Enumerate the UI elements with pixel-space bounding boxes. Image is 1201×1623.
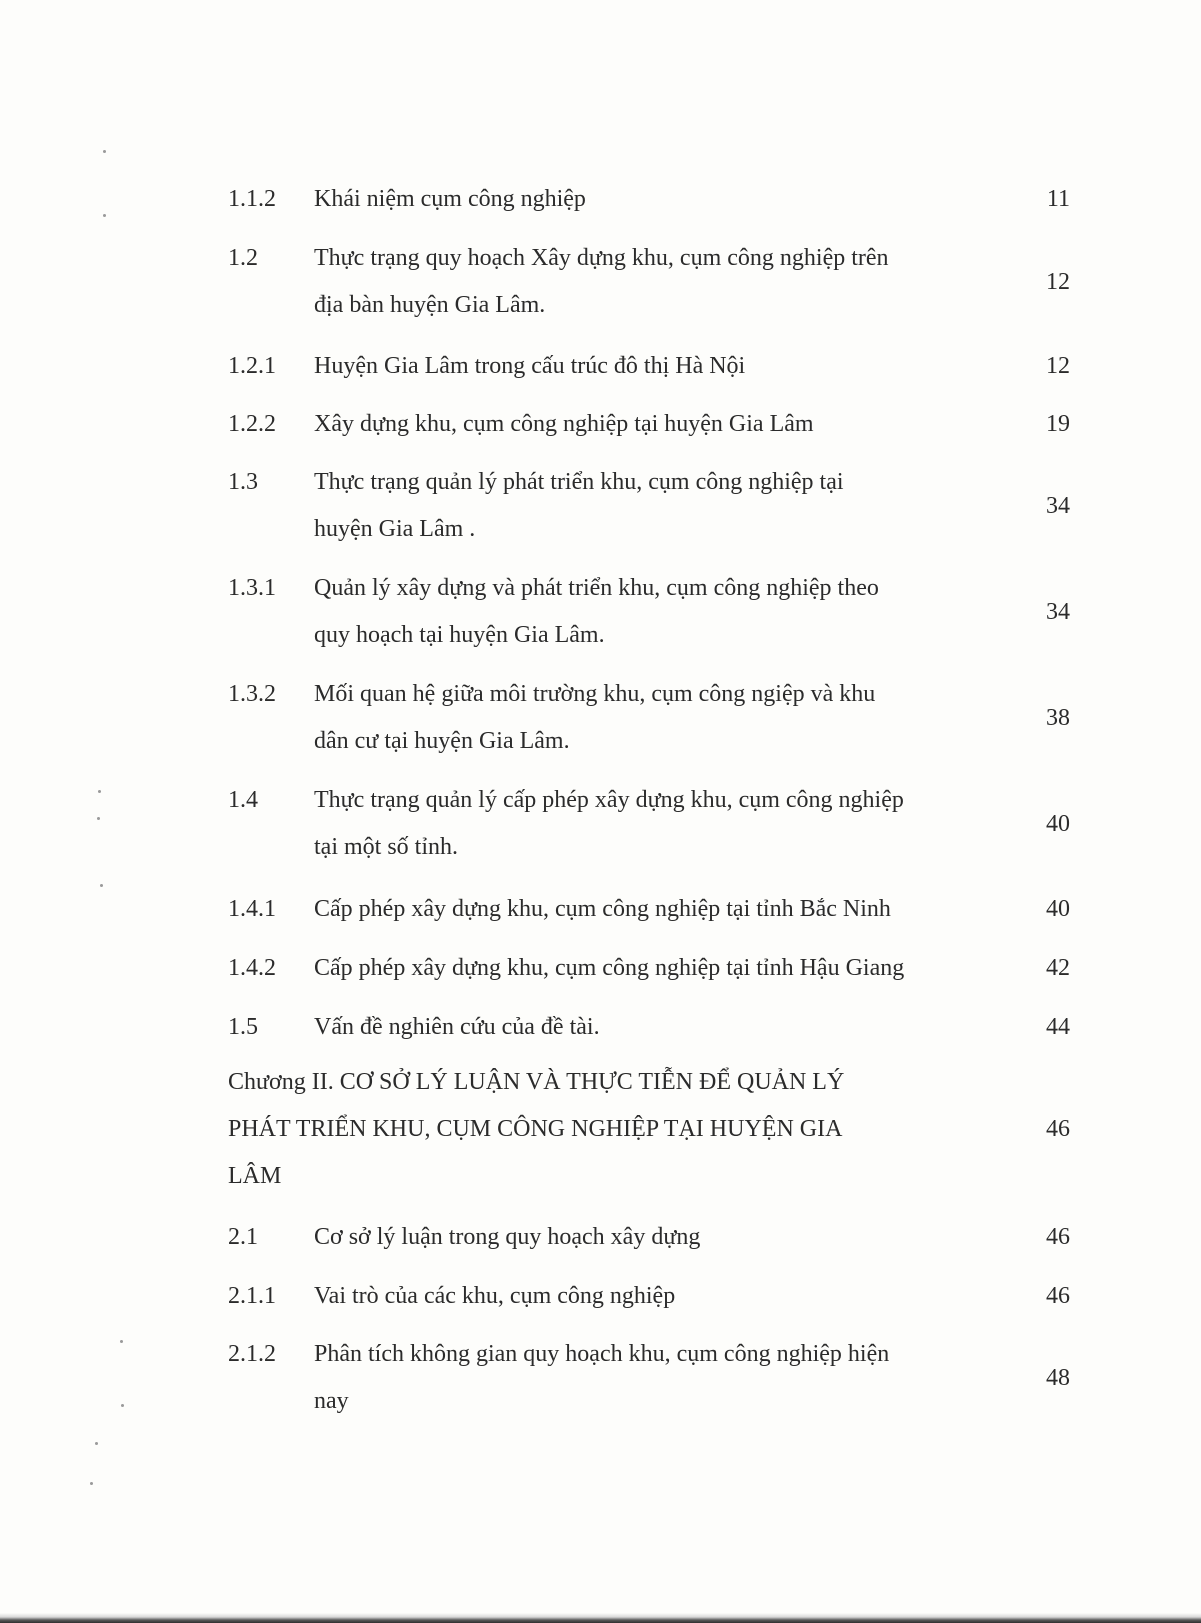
toc-entry-title-line: nay (314, 1388, 349, 1414)
toc-entry-page-number: 38 (1046, 704, 1070, 731)
scan-speck (103, 150, 106, 153)
toc-entry-title (314, 777, 1014, 871)
toc-entry (0, 1004, 1201, 1051)
toc-entry-page-number: 40 (1046, 810, 1070, 837)
scan-speck (120, 1340, 123, 1343)
toc-entry-number: 1.5 (228, 1014, 258, 1040)
toc-entry-number: 1.2.1 (228, 353, 276, 379)
toc-entry (0, 1214, 1201, 1261)
toc-entry-number: 1.1.2 (228, 186, 276, 212)
toc-entry-title (314, 945, 1014, 992)
toc-entry-title (314, 343, 1014, 390)
toc-entry-title (314, 671, 1014, 765)
toc-entry (0, 176, 1201, 223)
toc-entry-title-line: Quản lý xây dựng và phát triển khu, cụm công nghiệp theo (314, 575, 879, 601)
toc-entry-title-line: địa bàn huyện Gia Lâm. (314, 292, 546, 318)
toc-entry-number: 2.1 (228, 1224, 258, 1250)
scan-speck (90, 1482, 93, 1485)
toc-entry-number: 1.4.1 (228, 896, 276, 922)
scan-speck (121, 1404, 124, 1407)
toc-entry (0, 235, 1201, 329)
toc-entry-title (314, 1214, 1014, 1261)
toc-entry-title (314, 235, 1014, 329)
scan-bottom-edge (0, 1613, 1201, 1623)
toc-entry-page-number: 44 (1046, 1014, 1070, 1040)
toc-entry (0, 565, 1201, 659)
toc-entry-title (314, 886, 1014, 933)
toc-entry (0, 1331, 1201, 1425)
toc-entry-page-number: 46 (1046, 1224, 1070, 1250)
toc-entry-number: 2.1.1 (228, 1283, 276, 1309)
scan-speck (98, 790, 101, 793)
toc-entry-title-line: Phân tích không gian quy hoạch khu, cụm công nghiệp hiện (314, 1341, 890, 1367)
toc-entry-number: 1.2.2 (228, 411, 276, 437)
toc-entry-title-line: PHÁT TRIỂN KHU, CỤM CÔNG NGHIỆP TẠI HUYỆN GIA (228, 1116, 843, 1142)
toc-entry (0, 1273, 1201, 1320)
toc-entry (0, 343, 1201, 390)
toc-entry-page-number: 34 (1046, 492, 1070, 519)
toc-entry-number: 1.3.2 (228, 681, 276, 707)
toc-entry-title-line: tại một số tỉnh. (314, 834, 458, 860)
toc-entry-number: 1.3 (228, 469, 258, 495)
toc-entry-page-number: 19 (1046, 411, 1070, 437)
toc-entry-page-number: 46 (1046, 1283, 1070, 1309)
toc-entry (0, 945, 1201, 992)
toc-entry-page-number: 34 (1046, 598, 1070, 625)
toc-entry (0, 777, 1201, 871)
toc-entry (0, 459, 1201, 553)
scan-speck (97, 817, 100, 820)
toc-entry (0, 401, 1201, 448)
toc-entry-title-line: Khái niệm cụm công nghiệp (314, 186, 586, 212)
toc-entry-page-number: 11 (1046, 186, 1070, 212)
toc-entry-title (314, 565, 1014, 659)
scan-speck (95, 1442, 98, 1445)
toc-entry-page-number: 40 (1046, 896, 1070, 922)
toc-entry (0, 671, 1201, 765)
toc-entry-title-line: Xây dựng khu, cụm công nghiệp tại huyện Gia Lâm (314, 411, 814, 437)
toc-entry-title-line: Chương II. CƠ SỞ LÝ LUẬN VÀ THỰC TIỄN ĐỂ QUẢN LÝ (228, 1069, 845, 1095)
toc-entry-title-line: Cấp phép xây dựng khu, cụm công nghiệp tại tỉnh Hậu Giang (314, 955, 905, 981)
toc-entry-title-line: LÂM (228, 1163, 282, 1189)
toc-entry-title (314, 176, 1014, 223)
scan-speck (103, 214, 106, 217)
toc-entry-page-number: 12 (1046, 268, 1070, 295)
toc-entry-title-line: Cấp phép xây dựng khu, cụm công nghiệp tại tỉnh Bắc Ninh (314, 896, 891, 922)
toc-entry-title-line: huyện Gia Lâm . (314, 516, 476, 542)
toc-entry-title-line: Huyện Gia Lâm trong cấu trúc đô thị Hà Nội (314, 353, 746, 379)
toc-entry-number: 1.4 (228, 787, 258, 813)
toc-entry-number: 1.4.2 (228, 955, 276, 981)
toc-entry-title-line: Thực trạng quy hoạch Xây dựng khu, cụm công nghiệp trên (314, 245, 889, 271)
toc-entry-title-line: Vai trò của các khu, cụm công nghiệp (314, 1283, 676, 1309)
toc-chapter-entry (0, 1059, 1201, 1200)
toc-entry-title (228, 1059, 988, 1200)
toc-entry-title (314, 1331, 1014, 1425)
toc-entry-title (314, 459, 1014, 553)
toc-entry-title-line: Thực trạng quản lý cấp phép xây dựng khu, cụm công nghiệp (314, 787, 904, 813)
toc-entry-page-number: 46 (1046, 1116, 1070, 1142)
toc-entry-title (314, 401, 1014, 448)
toc-entry-page-number: 12 (1046, 353, 1070, 379)
toc-entry-title (314, 1273, 1014, 1320)
scan-speck (100, 884, 103, 887)
toc-entry-title (314, 1004, 1014, 1051)
toc-entry-title-line: Thực trạng quản lý phát triển khu, cụm công nghiệp tại (314, 469, 844, 495)
toc-entry-number: 2.1.2 (228, 1341, 276, 1367)
toc-entry-title-line: dân cư tại huyện Gia Lâm. (314, 728, 570, 754)
toc-entry-page-number: 42 (1046, 955, 1070, 981)
toc-entry-title-line: Mối quan hệ giữa môi trường khu, cụm công ngiệp và khu (314, 681, 876, 707)
toc-entry-title-line: quy hoạch tại huyện Gia Lâm. (314, 622, 605, 648)
toc-entry-title-line: Vấn đề nghiên cứu của đề tài. (314, 1014, 600, 1040)
toc-entry-number: 1.3.1 (228, 575, 276, 601)
toc-entry (0, 886, 1201, 933)
toc-entry-number: 1.2 (228, 245, 258, 271)
toc-entry-title-line: Cơ sở lý luận trong quy hoạch xây dựng (314, 1224, 701, 1250)
toc-entry-page-number: 48 (1046, 1364, 1070, 1391)
